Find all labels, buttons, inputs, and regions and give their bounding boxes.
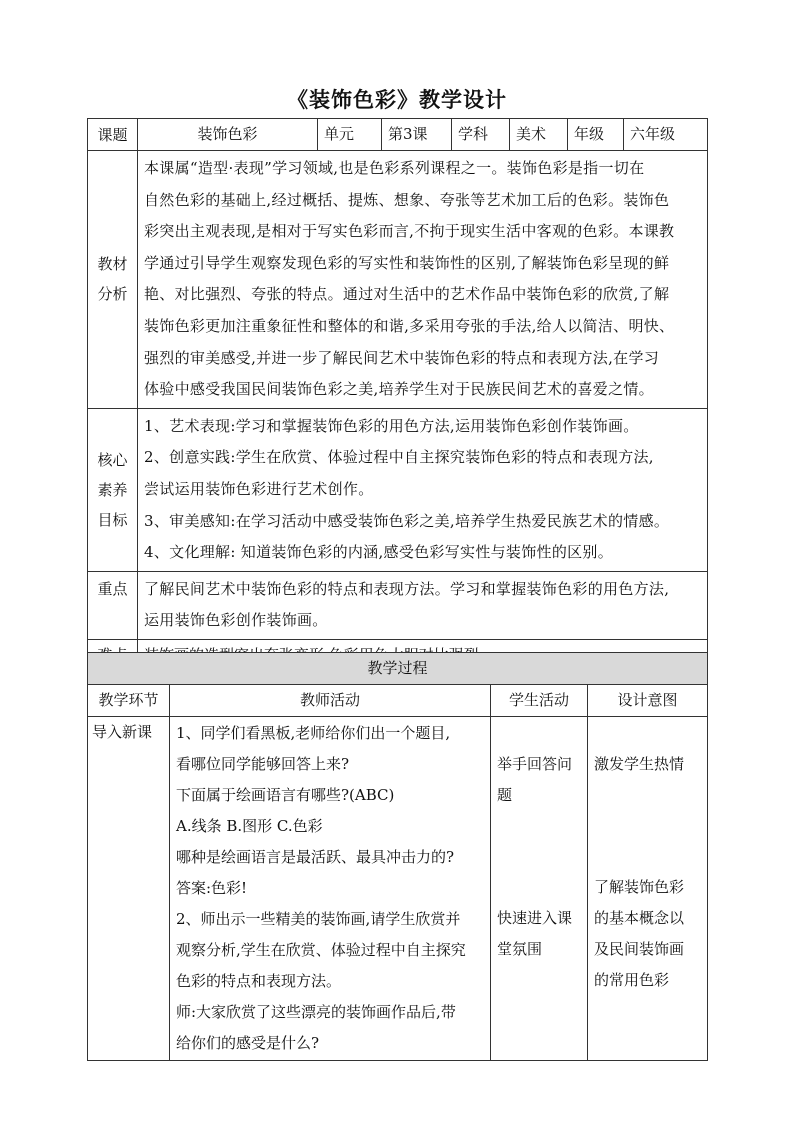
material-label [88,151,138,409]
unit-value: 第3课 [382,119,452,151]
lesson-value: 装饰色彩 [138,119,318,151]
key-point-row [88,571,708,639]
process-header-row [88,685,708,717]
subject-label: 学科 [452,119,510,151]
teacher-activity-cell [170,717,491,1061]
teacher-line: 观察分析,学生在欣赏、体验过程中自主探究 [176,941,466,959]
teacher-line: 看哪位同学能够回答上来? [176,755,350,773]
goals-label-line: 素养 [97,480,128,499]
key-point-line: 了解民间艺术中装饰色彩的特点和表现方法。学习和掌握装饰色彩的用色方法, [144,579,670,598]
teacher-line: A.线条 B.图形 C.色彩 [176,817,323,835]
material-line: 自然色彩的基础上,经过概括、提炼、想象、夸张等艺术加工后的色彩。装饰色 [144,190,670,209]
process-table [87,652,708,1061]
goals-row [88,408,708,571]
process-section-title: 教学过程 [88,653,708,685]
material-line: 装饰色彩更加注重象征性和整体的和谐,多采用夸张的手法,给人以简洁、明快、 [144,316,675,335]
goals-label-line: 核心 [97,450,128,469]
teacher-line: 下面属于绘画语言有哪些?(ABC) [176,786,395,804]
design-intent-cell [588,717,708,1061]
student-line: 题 [497,786,513,804]
grade-label: 年级 [568,119,624,151]
header-intent: 设计意图 [588,685,708,717]
goals-line: 1、艺术表现:学习和掌握装饰色彩的用色方法,运用装饰色彩创作装饰画。 [144,416,639,435]
stage-cell: 导入新课 [88,717,170,1061]
material-label-line: 分析 [97,285,128,304]
material-line: 本课属“造型·表现”学习领域,也是色彩系列课程之一。装饰色彩是指一切在 [144,159,645,177]
teacher-line: 色彩的特点和表现方法。 [176,972,342,990]
material-line: 彩突出主观表现,是相对于写实色彩而言,不拘于现实生活中客观的色彩。本课教 [144,222,675,241]
lesson-label: 课题 [88,119,138,151]
info-row [88,119,708,151]
teacher-line: 哪种是绘画语言是最活跃、最具冲击力的? [176,848,455,866]
goals-label [88,408,138,571]
intent-line: 的基本概念以 [594,909,685,927]
intent-line: 激发学生热情 [594,755,685,773]
goals-line: 2、创意实践:学生在欣赏、体验过程中自主探究装饰色彩的特点和表现方法, [144,448,654,467]
material-text [138,151,708,409]
lesson-info-table [87,118,708,672]
goals-text [138,408,708,571]
teacher-line: 师:大家欣赏了这些漂亮的装饰画作品后,带 [176,1003,456,1021]
teacher-line: 1、同学们看黑板,老师给你们出一个题目, [176,724,451,742]
teacher-line: 答案:色彩! [176,879,248,897]
teacher-line: 给你们的感受是什么? [176,1034,320,1052]
intent-line: 的常用色彩 [594,971,670,989]
key-point-label: 重点 [88,571,138,639]
goals-line: 4、文化理解: 知道装饰色彩的内涵,感受色彩写实性与装饰性的区别。 [144,543,614,562]
header-teacher: 教师活动 [170,685,491,717]
document-title: 《装饰色彩》教学设计 [287,88,507,112]
goals-line: 3、审美感知:在学习活动中感受装饰色彩之美,培养学生热爱民族艺术的情感。 [144,511,670,530]
material-line: 体验中感受我国民间装饰色彩之美,培养学生对于民族民间艺术的喜爱之情。 [144,380,654,399]
intent-line: 及民间装饰画 [594,940,685,958]
student-line: 快速进入课 [497,909,573,927]
material-line: 学通过引导学生观察发现色彩的写实性和装饰性的区别,了解装饰色彩呈现的鲜 [144,253,670,272]
material-row [88,151,708,409]
teacher-line: 2、师出示一些精美的装饰画,请学生欣赏并 [176,910,461,928]
process-row-intro [88,717,708,1061]
material-label-line: 教材 [97,255,128,274]
header-stage: 教学环节 [88,685,170,717]
key-point-text [138,571,708,639]
grade-value: 六年级 [624,119,708,151]
student-activity-cell [491,717,588,1061]
goals-label-line: 目标 [97,510,128,529]
subject-value: 美术 [510,119,568,151]
unit-label: 单元 [318,119,382,151]
intent-line: 了解装饰色彩 [594,878,685,896]
material-line: 艳、对比强烈、夸张的特点。通过对生活中的艺术作品中装饰色彩的欣赏,了解 [144,285,670,304]
goals-line: 尝试运用装饰色彩进行艺术创作。 [144,479,374,498]
student-line: 举手回答问 [497,755,573,773]
material-line: 强烈的审美感受,并进一步了解民间艺术中装饰色彩的特点和表现方法,在学习 [144,348,660,367]
student-line: 堂氛围 [497,940,543,958]
header-student: 学生活动 [491,685,588,717]
key-point-line: 运用装饰色彩创作装饰画。 [144,611,328,630]
